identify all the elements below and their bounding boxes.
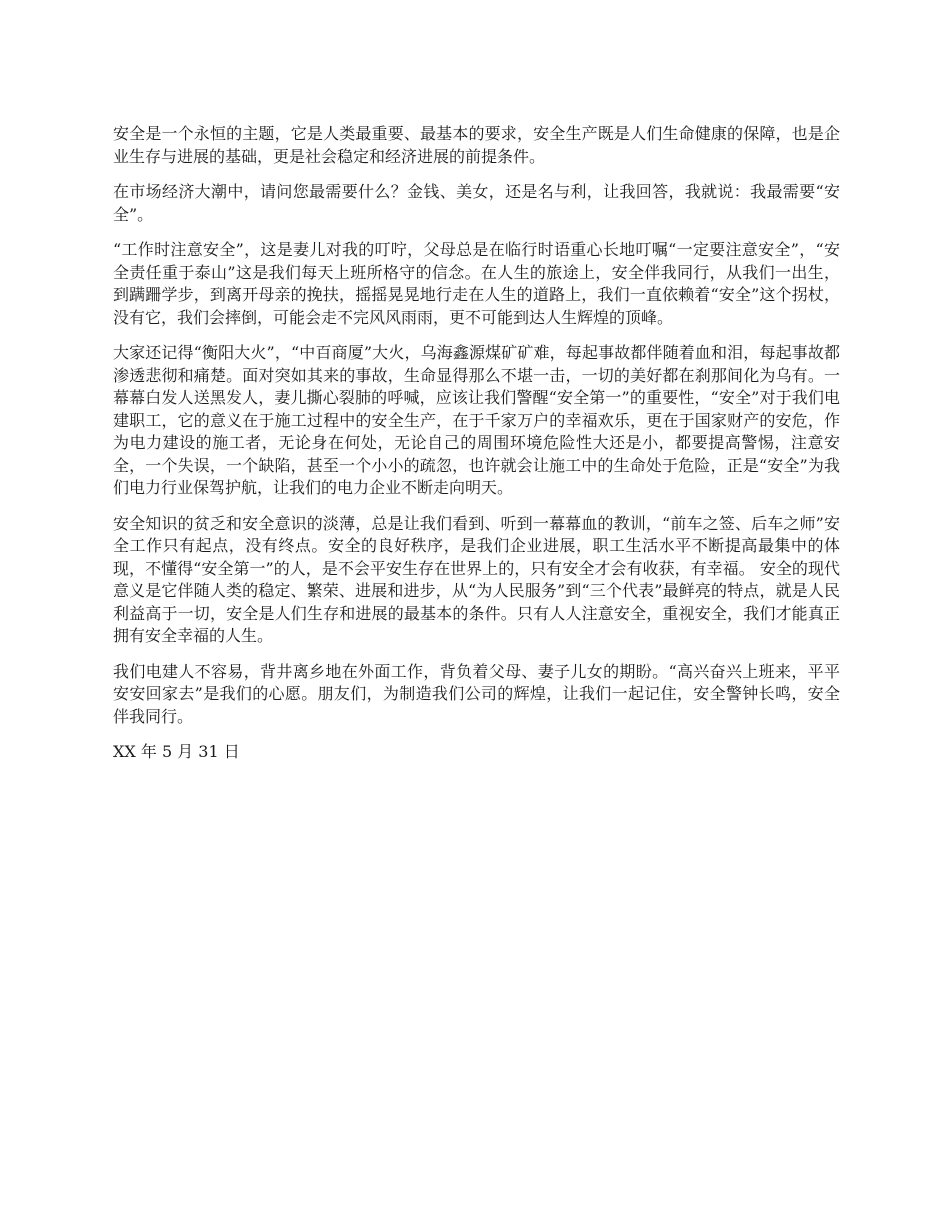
paragraph-closing: 我们电建人不容易，背井离乡地在外面工作，背负着父母、妻子儿女的期盼。“高兴奋兴上班来，平平安安回家去”是我们的心愿。朋友们，为制造我们公司的辉煌，让我们一起记住，安全警钟长鸣，安全伴我同行。: [113, 661, 840, 726]
paragraph-market-economy: 在市场经济大潮中，请问您最需要什么？金钱、美女，还是名与利，让我回答，我就说：我最需要“安全”。: [113, 182, 840, 224]
paragraph-accidents: 大家还记得“衡阳大火”，“中百商厦”大火，乌海鑫源煤矿矿难，每起事故都伴随着血和泪，每起事故都渗透悲彻和痛楚。面对突如其来的事故，生命显得那么不堪一击，一切的美好都在刹那间化为乌有。一幕幕白发人送黑发人，妻儿撕心裂肺的呼喊，应该让我们警醒“安全第一”的重要性，“安全”对于我们电建职工，它的意义在于施工过程中的安全生产，在于千家万户的幸福欢乐，更在于国家财产的安危，作为电力建设的施工者，无论身在何处，无论自己的周围环境危险性大还是小，都要提高警惕，注意安全，一个失误，一个缺陷，甚至一个小小的疏忽，也许就会让施工中的生命处于危险，正是“安全”为我们电力行业保驾护航，让我们的电力企业不断走向明天。: [113, 343, 840, 497]
paragraph-family-reminder: “工作时注意安全”，这是妻儿对我的叮咛，父母总是在临行时语重心长地叮嘱“一定要注意安全”，“安全责任重于泰山”这是我们每天上班所格守的信念。在人生的旅途上，安全伴我同行，从我们一出生，到蹒跚学步，到离开母亲的挽扶，摇摇晃晃地行走在人生的道路上，我们一直依赖着“安全”这个拐杖，没有它，我们会摔倒，可能会走不完风风雨雨，更不可能到达人生辉煌的顶峰。: [113, 240, 840, 327]
paragraph-safety-knowledge: 安全知识的贫乏和安全意识的淡薄，总是让我们看到、听到一幕幕血的教训，“前车之签、后车之师”安全工作只有起点，没有终点。安全的良好秩序，是我们企业进展，职工生活水平不断提高最集中的体现，不懂得“安全第一”的人，是不会平安生存在世界上的，只有安全才会有收获，有幸福。 安全的现代意义是它伴随人类的稳定、繁荣、进展和进步，从“为人民服务”到“三个代表”最鲜亮的特点，就是人民利益高于一切，安全是人们生存和进展的最基本的条件。只有人人注意安全，重视安全，我们才能真正拥有安全幸福的人生。: [113, 513, 840, 645]
document-body: [113, 123, 840, 764]
paragraph-intro: 安全是一个永恒的主题，它是人类最重要、最基本的要求，安全生产既是人们生命健康的保障，也是企业生存与进展的基础，更是社会稳定和经济进展的前提条件。: [113, 124, 840, 166]
document-date: XX 年 5 月 31 日: [113, 742, 240, 761]
